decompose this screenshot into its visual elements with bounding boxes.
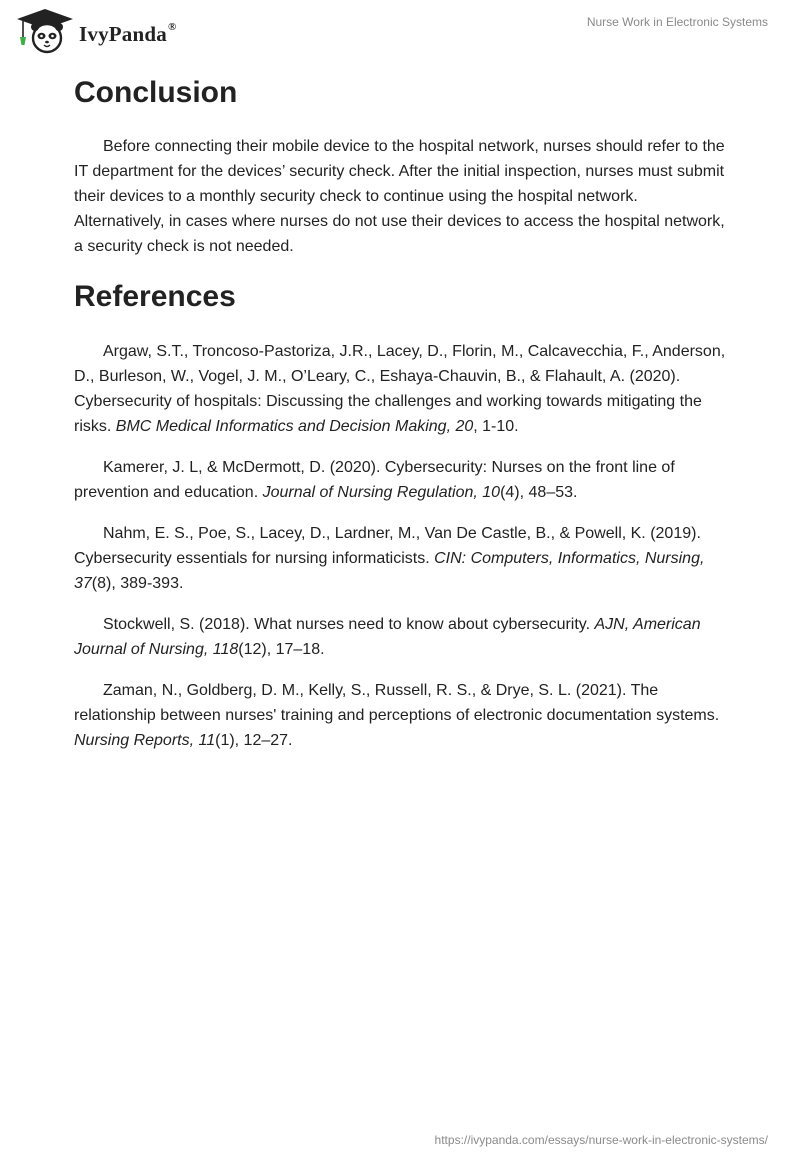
reference-item: Kamerer, J. L, & McDermott, D. (2020). Cybersecurity: Nurses on the front line of prevention and education. Journal of Nursing Regulation, 10(4), 48–53. xyxy=(74,459,675,501)
document-title: Nurse Work in Electronic Systems xyxy=(586,15,768,29)
conclusion-paragraph: Before connecting their mobile device to the hospital network, nurses should refer to the IT department for the devices’ security check. After the initial inspection, nurses must submit their devices to a monthly security check to continue using the hospital network. Alternatively, in cases where nurses do not use their devices to access the hospital network, a security check is not needed. xyxy=(74,138,725,255)
reference-item: Zaman, N., Goldberg, D. M., Kelly, S., Russell, R. S., & Drye, S. L. (2021). The relationship between nurses' training and perceptions of electronic documentation systems. Nursing Reports, 11(1), 12–27. xyxy=(74,682,720,749)
brand-name: IvyPanda® xyxy=(79,20,177,46)
references-list xyxy=(74,339,726,753)
references-heading: References xyxy=(74,280,236,313)
page-header xyxy=(0,0,800,60)
brand-logo[interactable] xyxy=(15,8,176,56)
reference-item: Stockwell, S. (2018). What nurses need to know about cybersecurity. AJN, American Journal of Nursing, 118(12), 17–18. xyxy=(74,616,701,658)
panda-graduate-icon xyxy=(15,8,75,56)
conclusion-heading: Conclusion xyxy=(74,76,238,109)
essay-content xyxy=(74,70,726,769)
footer-source-url[interactable]: https://ivypanda.com/essays/nurse-work-in-electronic-systems/ xyxy=(434,1133,768,1147)
reference-item: Nahm, E. S., Poe, S., Lacey, D., Lardner, M., Van De Castle, B., & Powell, K. (2019). Cybersecurity essentials for nursing informaticists. CIN: Computers, Informatics, Nursing, 37(8), 389-393. xyxy=(74,525,705,592)
reference-item: Argaw, S.T., Troncoso-Pastoriza, J.R., Lacey, D., Florin, M., Calcavecchia, F., Anderson, D., Burleson, W., Vogel, J. M., O’Leary, C., Eshaya-Chauvin, B., & Flahault, A. (2020). Cybersecurity of hospitals: Discussing the challenges and working towards mitigating the risks. BMC Medical Informatics and Decision Making, 20, 1-10. xyxy=(74,343,726,435)
